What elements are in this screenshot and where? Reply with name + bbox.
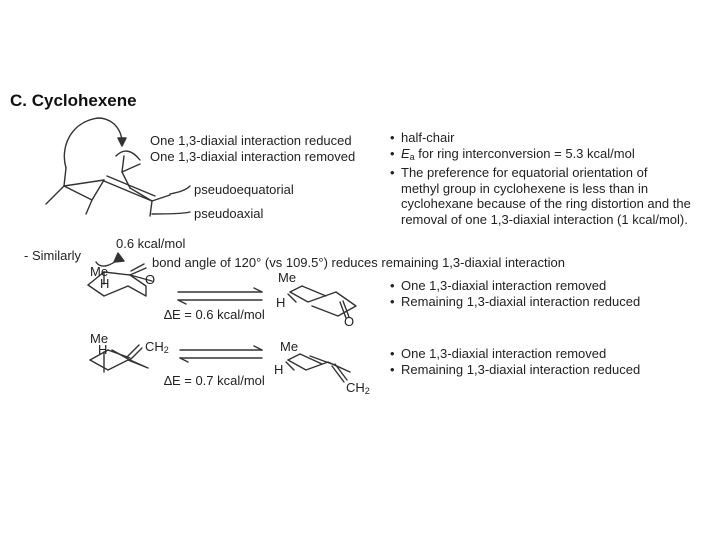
ketone-left-o: O xyxy=(145,272,156,287)
bond-angle-note: bond angle of 120° (vs 109.5°) reduces remaining 1,3-diaxial interaction xyxy=(152,255,565,270)
label-pseudoaxial: pseudoaxial xyxy=(194,206,264,221)
ketone-right-me: Me xyxy=(278,270,297,285)
ketone-right-h: H xyxy=(276,295,286,310)
similarly-label: - Similarly xyxy=(24,248,82,263)
ketone-delta-e: ∆E = 0.6 kcal/mol xyxy=(164,307,265,322)
ketone-right-o: O xyxy=(344,314,355,329)
alkene-delta-e: ∆E = 0.7 kcal/mol xyxy=(164,373,265,388)
alkene-right-ch2: $CH_2$ xyxy=(346,380,370,396)
ketone-facts-list xyxy=(388,278,640,309)
ketone-fact-removed: • One 1,3-diaxial interaction removed xyxy=(388,278,640,294)
alkene-fact-removed: • One 1,3-diaxial interaction removed xyxy=(388,346,640,362)
alkene-facts-list xyxy=(388,346,640,377)
ketone-left-h: H xyxy=(100,276,110,291)
note-interaction-reduced: One 1,3-diaxial interaction reduced xyxy=(150,133,352,148)
label-pseudoequatorial: pseudoequatorial xyxy=(194,182,294,197)
equilibrium-arrow-ketone xyxy=(178,288,262,304)
alkene-left-me: Me xyxy=(90,331,109,346)
alkene-left-ch2: $CH_2$ xyxy=(145,339,169,355)
note-interaction-removed: One 1,3-diaxial interaction removed xyxy=(150,149,356,164)
alkene-fact-reduced: • Remaining 1,3-diaxial interaction reduced xyxy=(388,362,640,378)
section-title: C. Cyclohexene xyxy=(10,91,137,110)
fact-half-chair: • half-chair xyxy=(388,130,691,146)
fact-equatorial-preference: • The preference for equatorial orientation of methyl group in cyclohexene is less than in cyclohexane because of the ring distortion and the removal of one 1,3-diaxial interaction (1 kcal/mol). xyxy=(388,165,691,227)
alkene-right-me: Me xyxy=(280,339,299,354)
methylenecyclohexane-chair-right xyxy=(286,354,350,382)
energy-label: 0.6 kcal/mol xyxy=(116,236,186,251)
equilibrium-arrow-alkene xyxy=(180,346,262,362)
cyclohexene-facts-list xyxy=(388,130,691,227)
ketone-fact-reduced: • Remaining 1,3-diaxial interaction reduced xyxy=(388,294,640,310)
fact-activation-energy: • $E_a$ for ring interconversion = 5.3 kcal/mol xyxy=(388,146,691,166)
ketone-left-me: Me xyxy=(90,264,109,279)
alkene-right-h: H xyxy=(274,362,284,377)
alkene-left-h: H xyxy=(98,342,108,357)
